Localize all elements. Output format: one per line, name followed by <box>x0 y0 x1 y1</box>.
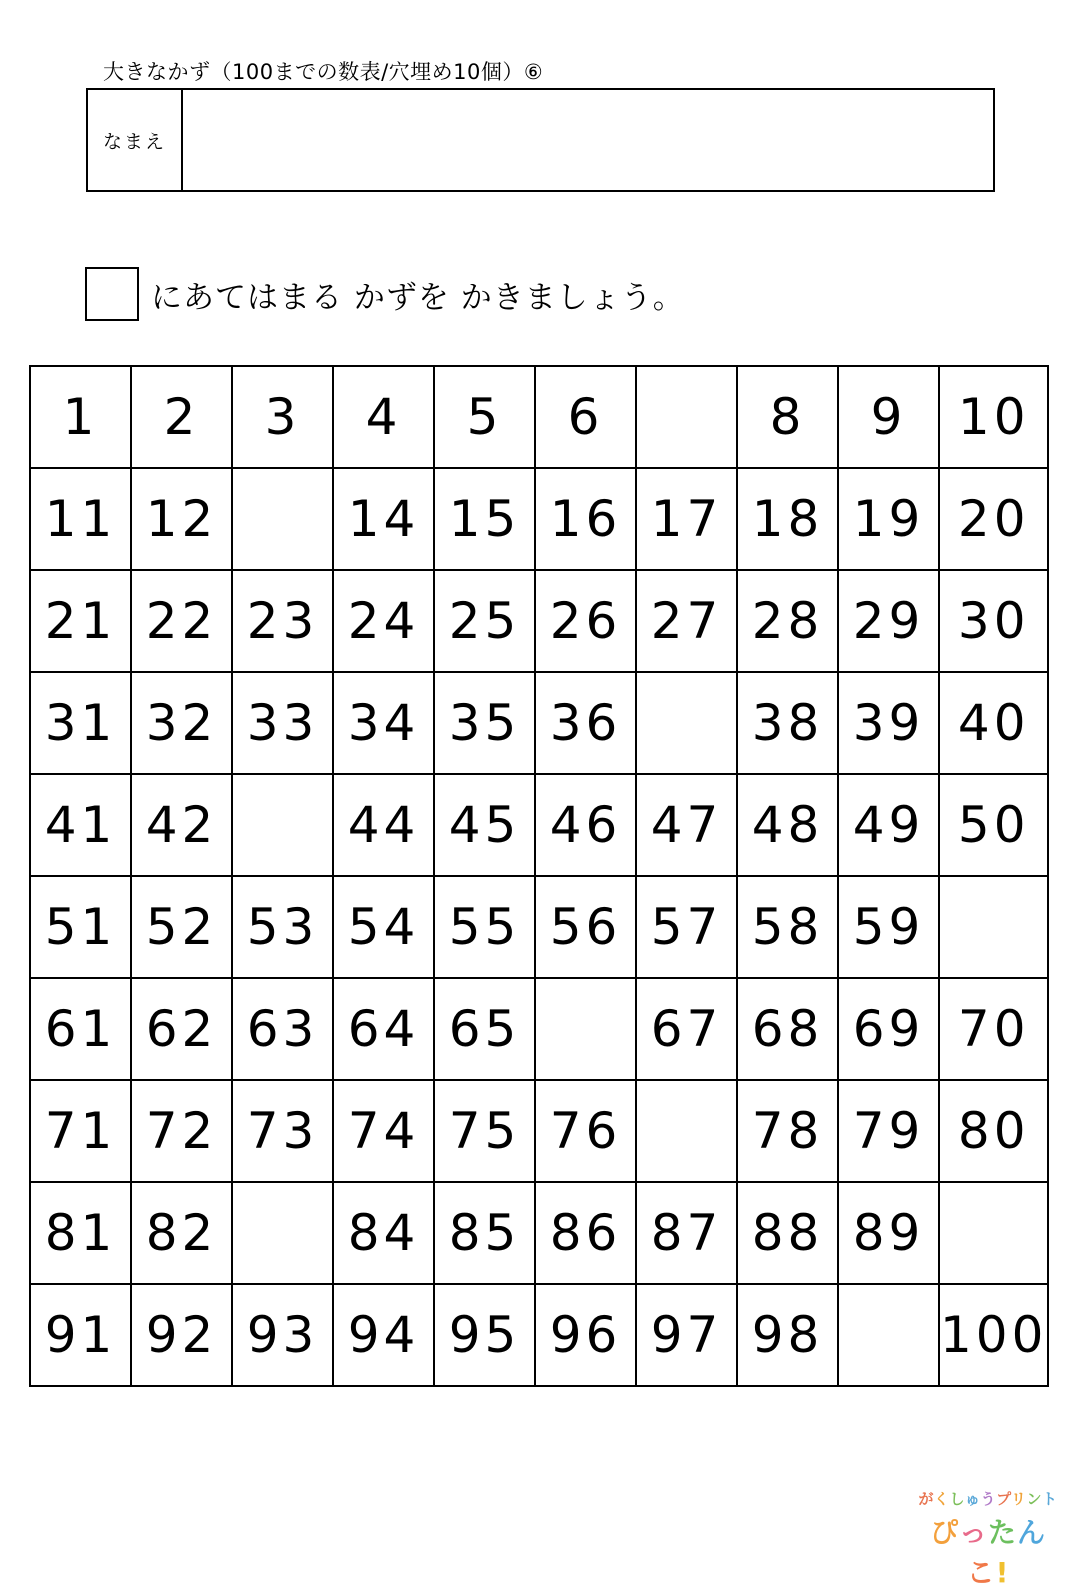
number-cell: 15 <box>434 468 535 570</box>
number-cell: 54 <box>333 876 434 978</box>
number-cell: 63 <box>232 978 333 1080</box>
number-cell: 80 <box>939 1080 1048 1182</box>
number-cell: 73 <box>232 1080 333 1182</box>
number-cell: 20 <box>939 468 1048 570</box>
number-cell: 70 <box>939 978 1048 1080</box>
number-cell: 18 <box>737 468 838 570</box>
number-cell: 97 <box>636 1284 737 1386</box>
number-cell: 5 <box>434 366 535 468</box>
number-cell: 25 <box>434 570 535 672</box>
number-cell: 3 <box>232 366 333 468</box>
number-cell: 93 <box>232 1284 333 1386</box>
number-cell: 12 <box>131 468 232 570</box>
number-cell: 29 <box>838 570 939 672</box>
blank-answer-cell[interactable] <box>232 1182 333 1284</box>
number-cell: 22 <box>131 570 232 672</box>
number-cell: 1 <box>30 366 131 468</box>
number-cell: 21 <box>30 570 131 672</box>
number-cell: 85 <box>434 1182 535 1284</box>
number-cell: 52 <box>131 876 232 978</box>
number-cell: 57 <box>636 876 737 978</box>
number-cell: 67 <box>636 978 737 1080</box>
number-cell: 32 <box>131 672 232 774</box>
table-row <box>30 978 1048 1080</box>
number-cell: 35 <box>434 672 535 774</box>
number-cell: 81 <box>30 1182 131 1284</box>
number-cell: 58 <box>737 876 838 978</box>
number-cell: 94 <box>333 1284 434 1386</box>
blank-answer-cell[interactable] <box>232 468 333 570</box>
number-cell: 41 <box>30 774 131 876</box>
number-cell: 72 <box>131 1080 232 1182</box>
number-cell: 45 <box>434 774 535 876</box>
instruction-text: にあてはまる かずを かきましょう。 <box>151 279 685 316</box>
number-cell: 6 <box>535 366 636 468</box>
table-row <box>30 672 1048 774</box>
sample-answer-box <box>85 267 139 321</box>
number-cell: 82 <box>131 1182 232 1284</box>
blank-answer-cell[interactable] <box>939 876 1048 978</box>
number-cell: 46 <box>535 774 636 876</box>
blank-answer-cell[interactable] <box>232 774 333 876</box>
number-cell: 4 <box>333 366 434 468</box>
number-cell: 89 <box>838 1182 939 1284</box>
number-cell: 88 <box>737 1182 838 1284</box>
table-row <box>30 1080 1048 1182</box>
name-label: なまえ <box>88 90 183 190</box>
number-cell: 50 <box>939 774 1048 876</box>
number-cell: 84 <box>333 1182 434 1284</box>
number-cell: 64 <box>333 978 434 1080</box>
number-cell: 48 <box>737 774 838 876</box>
number-cell: 74 <box>333 1080 434 1182</box>
table-row <box>30 1182 1048 1284</box>
logo-subtitle: がくしゅうプリント <box>918 1490 1058 1508</box>
table-row <box>30 366 1048 468</box>
blank-answer-cell[interactable] <box>535 978 636 1080</box>
blank-answer-cell[interactable] <box>838 1284 939 1386</box>
number-cell: 100 <box>939 1284 1048 1386</box>
number-cell: 92 <box>131 1284 232 1386</box>
number-cell: 34 <box>333 672 434 774</box>
number-cell: 39 <box>838 672 939 774</box>
number-cell: 17 <box>636 468 737 570</box>
number-cell: 24 <box>333 570 434 672</box>
blank-answer-cell[interactable] <box>939 1182 1048 1284</box>
number-cell: 87 <box>636 1182 737 1284</box>
number-cell: 98 <box>737 1284 838 1386</box>
number-cell: 19 <box>838 468 939 570</box>
number-cell: 33 <box>232 672 333 774</box>
number-cell: 40 <box>939 672 1048 774</box>
number-cell: 42 <box>131 774 232 876</box>
number-cell: 75 <box>434 1080 535 1182</box>
brand-logo <box>918 1488 1058 1591</box>
number-cell: 49 <box>838 774 939 876</box>
blank-answer-cell[interactable] <box>636 366 737 468</box>
number-cell: 65 <box>434 978 535 1080</box>
number-cell: 61 <box>30 978 131 1080</box>
number-cell: 69 <box>838 978 939 1080</box>
number-cell: 23 <box>232 570 333 672</box>
number-cell: 56 <box>535 876 636 978</box>
number-cell: 26 <box>535 570 636 672</box>
number-cell: 53 <box>232 876 333 978</box>
worksheet-title: 大きなかず（100までの数表/穴埋め10個）⑥ <box>103 60 544 84</box>
number-cell: 55 <box>434 876 535 978</box>
number-cell: 2 <box>131 366 232 468</box>
number-cell: 8 <box>737 366 838 468</box>
number-cell: 86 <box>535 1182 636 1284</box>
number-cell: 36 <box>535 672 636 774</box>
number-cell: 96 <box>535 1284 636 1386</box>
number-cell: 28 <box>737 570 838 672</box>
blank-answer-cell[interactable] <box>636 672 737 774</box>
table-row <box>30 468 1048 570</box>
table-row <box>30 570 1048 672</box>
number-cell: 71 <box>30 1080 131 1182</box>
number-cell: 44 <box>333 774 434 876</box>
number-cell: 10 <box>939 366 1048 468</box>
number-cell: 11 <box>30 468 131 570</box>
number-cell: 14 <box>333 468 434 570</box>
number-cell: 95 <box>434 1284 535 1386</box>
number-cell: 51 <box>30 876 131 978</box>
table-row <box>30 774 1048 876</box>
number-cell: 78 <box>737 1080 838 1182</box>
number-cell: 30 <box>939 570 1048 672</box>
name-box <box>86 88 995 192</box>
number-cell: 16 <box>535 468 636 570</box>
blank-answer-cell[interactable] <box>636 1080 737 1182</box>
number-cell: 68 <box>737 978 838 1080</box>
number-cell: 91 <box>30 1284 131 1386</box>
table-row <box>30 1284 1048 1386</box>
instruction <box>85 267 685 321</box>
number-cell: 62 <box>131 978 232 1080</box>
name-field[interactable] <box>183 90 993 190</box>
table-row <box>30 876 1048 978</box>
number-cell: 79 <box>838 1080 939 1182</box>
number-cell: 31 <box>30 672 131 774</box>
number-cell: 27 <box>636 570 737 672</box>
number-cell: 38 <box>737 672 838 774</box>
number-cell: 76 <box>535 1080 636 1182</box>
logo-title: ぴったんこ! <box>929 1516 1047 1589</box>
number-cell: 47 <box>636 774 737 876</box>
number-chart <box>29 365 1049 1387</box>
number-cell: 9 <box>838 366 939 468</box>
number-cell: 59 <box>838 876 939 978</box>
